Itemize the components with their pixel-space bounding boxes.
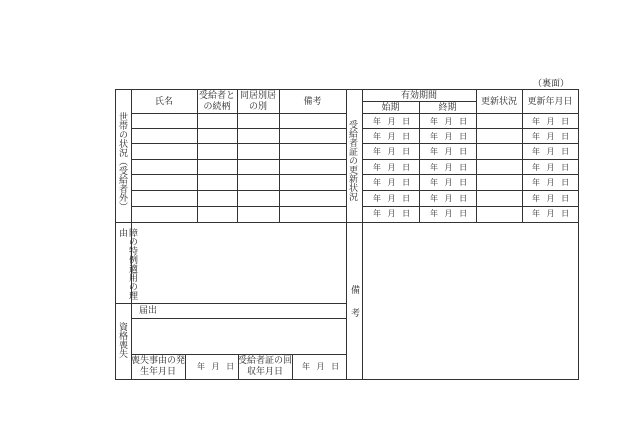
col-name-header: 氏名	[154, 97, 173, 107]
col-relation-header	[197, 91, 237, 113]
renewal-date-cell: 年 月 日	[532, 132, 570, 141]
loss-event-date-value: 年 月 日	[197, 362, 235, 371]
start-date-cell: 年 月 日	[373, 194, 411, 203]
renewal-date-header: 更新年月日	[527, 97, 573, 107]
page-side-label: （裏面）	[533, 79, 570, 89]
loss-event-date-label	[131, 356, 185, 378]
start-header: 始期	[381, 103, 400, 113]
col-remarks-header: 備考	[303, 97, 322, 107]
col-cohabit-text: 同居別居の別	[239, 91, 276, 112]
renewal-section-label: 受給者証の更新状況	[347, 120, 357, 201]
end-date-cell: 年 月 日	[430, 194, 468, 203]
col-cohabit-header	[237, 91, 279, 113]
notification-label: 届出	[139, 306, 158, 316]
start-date-cell: 年 月 日	[373, 209, 411, 218]
remarks-section-label: 備考	[349, 285, 359, 331]
renewal-date-cell: 年 月 日	[532, 194, 570, 203]
household-section-label: 世帯の状況（受給者外）	[117, 112, 127, 211]
special-reason-label: 障の特例適用の理由	[117, 228, 137, 300]
start-date-cell: 年 月 日	[373, 163, 411, 172]
cert-return-date-label	[238, 356, 292, 378]
renewal-date-cell: 年 月 日	[532, 117, 570, 126]
start-date-cell: 年 月 日	[373, 178, 411, 187]
renewal-date-cell: 年 月 日	[532, 178, 570, 187]
end-date-cell: 年 月 日	[430, 147, 468, 156]
renewal-date-cell: 年 月 日	[532, 147, 570, 156]
renewal-status-header: 更新状況	[480, 97, 517, 107]
end-date-cell: 年 月 日	[430, 117, 468, 126]
renewal-date-cell: 年 月 日	[532, 209, 570, 218]
end-header: 終期	[438, 103, 457, 113]
cert-return-date-value: 年 月 日	[302, 362, 340, 371]
cert-return-date-text: 受給者証の回収年月日	[238, 356, 293, 377]
start-date-cell: 年 月 日	[373, 147, 411, 156]
start-date-cell: 年 月 日	[373, 132, 411, 141]
validity-period-header: 有効期間	[400, 91, 437, 101]
start-date-cell: 年 月 日	[373, 117, 411, 126]
loss-section-label: 資格喪失	[117, 322, 127, 358]
end-date-cell: 年 月 日	[430, 132, 468, 141]
renewal-date-cell: 年 月 日	[532, 163, 570, 172]
end-date-cell: 年 月 日	[430, 178, 468, 187]
end-date-cell: 年 月 日	[430, 209, 468, 218]
end-date-cell: 年 月 日	[430, 163, 468, 172]
col-relation-text: 受給者との続柄	[198, 91, 235, 112]
loss-event-date-text: 喪失事由の発生年月日	[131, 356, 186, 377]
